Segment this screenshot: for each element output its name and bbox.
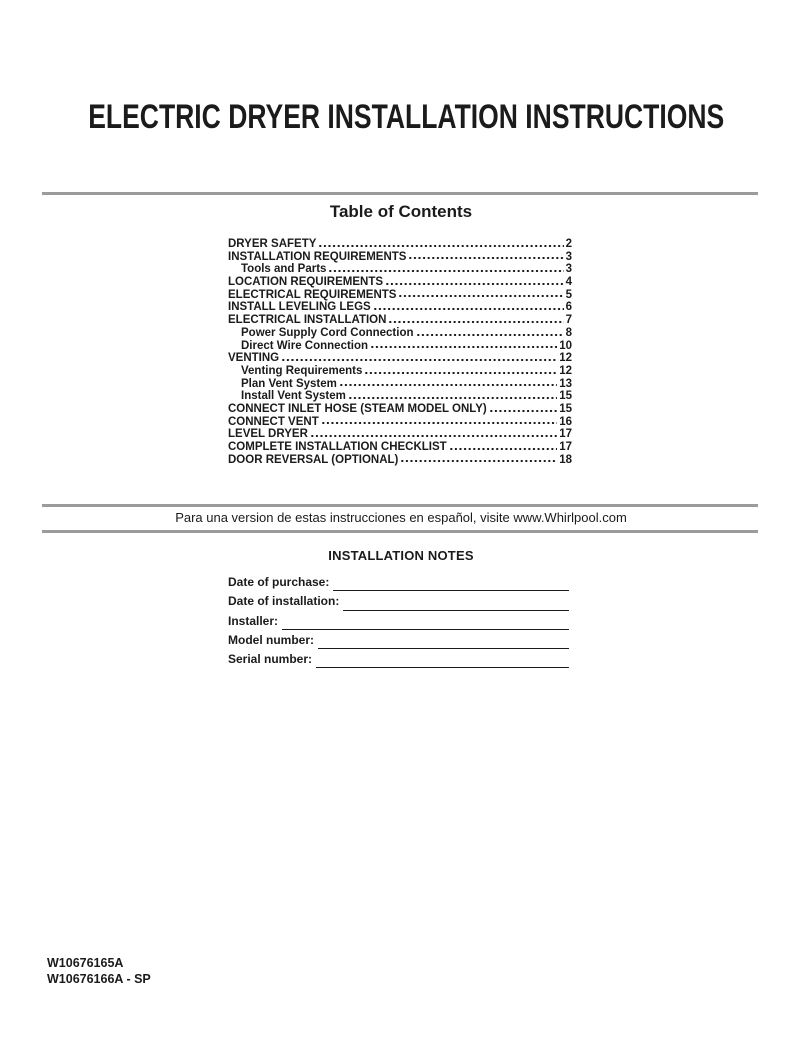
toc-entry [228, 276, 572, 289]
notes-field-blank-line [333, 575, 569, 591]
notes-field [228, 594, 569, 613]
notes-field-label: Date of installation: [228, 594, 340, 609]
toc-dot-leader [388, 314, 563, 326]
toc-entry-page-number: 6 [565, 301, 572, 314]
toc-entry-label: LEVEL DRYER [228, 428, 308, 441]
toc-dot-leader [281, 352, 557, 364]
toc-heading: Table of Contents [329, 202, 473, 221]
notes-field-label: Model number: [228, 632, 314, 647]
toc-entry [228, 314, 572, 327]
toc-entry [228, 390, 572, 403]
toc-entry [228, 340, 572, 353]
part-number-primary: W10676165A [47, 956, 124, 970]
toc-entry-label: CONNECT INLET HOSE (STEAM MODEL ONLY) [228, 402, 487, 415]
toc-entry-label: CONNECT VENT [228, 415, 319, 428]
toc-entry-label: Power Supply Cord Connection [241, 326, 414, 339]
toc-entry-label: DRYER SAFETY [228, 238, 317, 250]
toc-dot-leader [328, 263, 563, 275]
toc-dot-leader [348, 390, 557, 402]
installation-notes-heading: INSTALLATION NOTES [328, 548, 474, 563]
toc-dot-leader [408, 251, 563, 263]
toc-entry [228, 403, 572, 416]
toc-entry-label: LOCATION REQUIREMENTS [228, 276, 384, 289]
notes-field-blank-line [316, 652, 569, 668]
toc-entry [228, 263, 572, 276]
toc-dot-leader [416, 327, 564, 339]
toc-entry-label: Direct Wire Connection [241, 339, 369, 352]
toc-entry-page-number: 16 [559, 415, 572, 428]
toc-dot-leader [400, 454, 557, 466]
toc-dot-leader [449, 441, 558, 453]
toc-entry-page-number: 7 [565, 314, 572, 327]
toc-entry-page-number: 17 [559, 428, 572, 441]
toc-dot-leader [339, 378, 557, 390]
toc-entry-page-number: 13 [559, 377, 572, 390]
toc-entry-page-number: 8 [565, 326, 572, 339]
toc-entry-label: ELECTRICAL REQUIREMENTS [228, 288, 397, 301]
toc-entry-label: COMPLETE INSTALLATION CHECKLIST [228, 441, 447, 453]
toc-entry [228, 327, 572, 340]
toc-entry-page-number: 12 [559, 364, 572, 377]
toc-dot-leader [489, 403, 557, 415]
notes-field-blank-line [343, 594, 569, 610]
toc-entry-label: Tools and Parts [241, 263, 327, 276]
toc-entry-page-number: 2 [565, 238, 572, 250]
notes-field-label: Date of purchase: [228, 575, 330, 589]
toc-dot-leader [318, 238, 563, 250]
toc-entry-page-number: 12 [559, 352, 572, 365]
horizontal-rule-notice-bottom [42, 530, 758, 533]
part-number-spanish: W10676166A - SP [47, 972, 151, 986]
notes-field-label: Serial number: [228, 652, 313, 667]
toc-entry [228, 441, 572, 454]
toc-entry [228, 416, 572, 429]
page-title: ELECTRIC DRYER INSTALLATION INSTRUCTIONS [88, 98, 725, 136]
toc-entry [228, 365, 572, 378]
toc-entry-page-number: 15 [559, 402, 572, 415]
toc-entry-label: ELECTRICAL INSTALLATION [228, 314, 387, 327]
spanish-notice: Para una version de estas instrucciones en español, visite www.Whirlpool.com [175, 510, 627, 525]
toc-entry [228, 378, 572, 391]
notes-field [228, 633, 569, 652]
toc-entry-label: Install Vent System [241, 390, 346, 403]
toc-entry [228, 301, 572, 314]
horizontal-rule-top [42, 192, 758, 195]
toc-entry [228, 238, 572, 251]
toc-dot-leader [370, 340, 557, 352]
toc-entry-label: DOOR REVERSAL (OPTIONAL) [228, 453, 399, 466]
part-numbers [47, 955, 151, 987]
toc-entry-label: INSTALLATION REQUIREMENTS [228, 250, 407, 263]
notes-field-blank-line [318, 633, 569, 649]
toc-entry-label: INSTALL LEVELING LEGS [228, 301, 371, 314]
toc-entry [228, 251, 572, 264]
toc-entry-page-number: 10 [559, 339, 572, 352]
toc-entry-page-number: 17 [559, 441, 572, 453]
toc-entry-page-number: 15 [559, 390, 572, 403]
toc-entry [228, 352, 572, 365]
notes-field [228, 652, 569, 671]
toc-entry-label: VENTING [228, 352, 280, 365]
toc-dot-leader [364, 365, 557, 377]
toc-list [228, 238, 572, 466]
toc-entry [228, 454, 572, 467]
horizontal-rule-notice-top [42, 504, 758, 507]
toc-entry-page-number: 18 [559, 453, 572, 466]
notes-field [228, 614, 569, 633]
toc-entry-label: Plan Vent System [241, 377, 337, 390]
toc-entry-page-number: 3 [565, 263, 572, 276]
installation-notes-fields [228, 575, 569, 671]
toc-dot-leader [373, 301, 564, 313]
toc-entry [228, 289, 572, 302]
toc-dot-leader [310, 428, 557, 440]
notes-field-blank-line [282, 614, 569, 630]
notes-field-label: Installer: [228, 613, 279, 628]
toc-dot-leader [398, 289, 563, 301]
toc-entry-page-number: 4 [565, 276, 572, 289]
toc-entry-label: Venting Requirements [241, 364, 363, 377]
toc-dot-leader [321, 416, 557, 428]
notes-field [228, 575, 569, 594]
toc-entry-page-number: 3 [565, 250, 572, 263]
toc-entry [228, 428, 572, 441]
toc-entry-page-number: 5 [565, 288, 572, 301]
toc-dot-leader [385, 276, 564, 288]
